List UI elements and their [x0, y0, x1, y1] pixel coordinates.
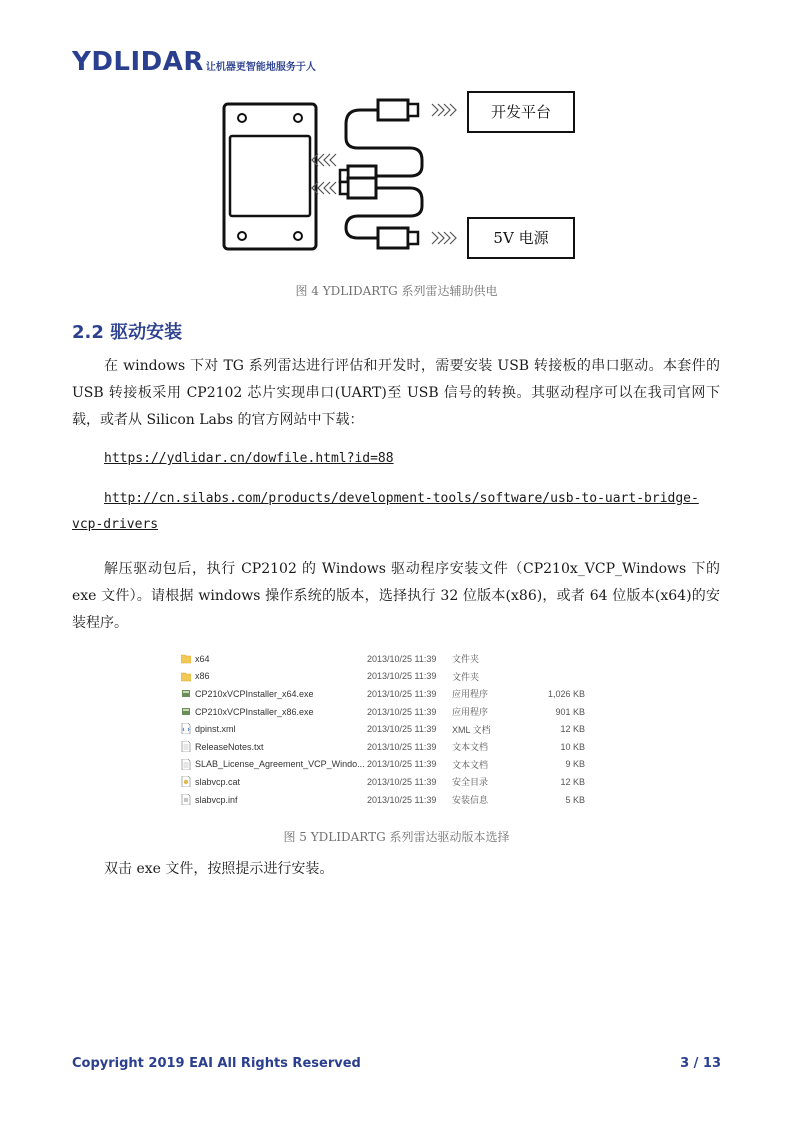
file-name: SLAB_License_Agreement_VCP_Windo... — [195, 759, 365, 770]
file-date: 2013/10/25 11:39 — [367, 671, 437, 682]
file-row[interactable] — [180, 720, 600, 738]
arrow-right-icon — [432, 104, 456, 116]
file-row[interactable] — [180, 773, 600, 791]
file-row[interactable] — [180, 650, 600, 668]
page-number: 3 / 13 — [680, 1056, 721, 1071]
silabs-download-link[interactable]: http://cn.silabs.com/products/development-tools/software/usb-to-uart-bridge- — [104, 491, 699, 506]
file-list — [180, 650, 600, 808]
logo-tagline: 让机器更智能地服务于人 — [205, 62, 316, 73]
file-type: XML 文档 — [452, 724, 491, 735]
copyright-text: Copyright 2019 EAI All Rights Reserved — [72, 1056, 361, 1071]
header-logo — [72, 44, 316, 76]
power-supply-label: 5V 电源 — [493, 229, 549, 247]
file-name: slabvcp.cat — [195, 776, 241, 787]
file-type: 应用程序 — [452, 707, 489, 718]
file-type: 安装信息 — [452, 795, 489, 806]
usb-plug-top — [378, 100, 418, 120]
usb-plug-middle-2 — [340, 178, 376, 198]
file-date: 2013/10/25 11:39 — [367, 741, 437, 752]
usb-plug-bottom — [378, 228, 418, 248]
file-size: 9 KB — [565, 759, 585, 770]
final-paragraph: 双击 exe 文件，按照提示进行安装。 — [104, 861, 334, 877]
file-size: 10 KB — [560, 741, 585, 752]
figure-5-caption: 图 5 YDLIDARTG 系列雷达驱动版本选择 — [283, 830, 510, 844]
figure-4-caption: 图 4 YDLIDARTG 系列雷达辅助供电 — [295, 284, 498, 298]
file-name: slabvcp.inf — [195, 794, 238, 805]
arrow-right-icon — [432, 232, 456, 244]
file-size: 1,026 KB — [547, 688, 585, 699]
figure-4-diagram — [200, 88, 600, 268]
usb-adapter-board — [224, 104, 316, 249]
file-row[interactable] — [180, 756, 600, 774]
logo-wordmark: YDLIDAR — [72, 47, 204, 77]
file-name: CP210xVCPInstaller_x86.exe — [195, 706, 314, 717]
file-size: 901 KB — [555, 706, 585, 717]
file-row[interactable] — [180, 791, 600, 809]
ydlidar-download-link[interactable]: https://ydlidar.cn/dowfile.html?id=88 — [104, 451, 394, 466]
file-size: 12 KB — [560, 776, 585, 787]
file-name: x86 — [195, 671, 210, 682]
file-type: 应用程序 — [452, 689, 489, 700]
file-row[interactable] — [180, 738, 600, 756]
file-type: 文件夹 — [452, 671, 480, 682]
file-name: ReleaseNotes.txt — [195, 741, 264, 752]
file-row[interactable] — [180, 703, 600, 721]
file-name: dpinst.xml — [195, 724, 236, 735]
file-date: 2013/10/25 11:39 — [367, 759, 437, 770]
file-row[interactable] — [180, 685, 600, 703]
file-type: 文件夹 — [452, 654, 480, 665]
file-type: 安全目录 — [452, 777, 489, 788]
install-paragraph: 解压驱动包后，执行 CP2102 的 Windows 驱动程序安装文件（CP210x_VCP_Windows 下的 exe 文件）。请根据 windows 操作系统的版本，选择执行 32 位版本(x86)，或者 64 位版本(x64)的安装程序。 — [72, 561, 720, 631]
file-size: 12 KB — [560, 724, 585, 735]
file-date: 2013/10/25 11:39 — [367, 724, 437, 735]
file-date: 2013/10/25 11:39 — [367, 794, 437, 805]
section-heading: 2.2 驱动安装 — [72, 322, 183, 343]
file-name: CP210xVCPInstaller_x64.exe — [195, 688, 314, 699]
file-date: 2013/10/25 11:39 — [367, 653, 437, 664]
silabs-download-link-cont[interactable]: vcp-drivers — [72, 517, 159, 532]
dev-platform-label: 开发平台 — [490, 103, 552, 121]
file-date: 2013/10/25 11:39 — [367, 706, 437, 717]
file-row[interactable] — [180, 668, 600, 686]
file-name: x64 — [195, 653, 210, 664]
file-type: 文本文档 — [452, 742, 489, 753]
file-date: 2013/10/25 11:39 — [367, 776, 437, 787]
file-date: 2013/10/25 11:39 — [367, 688, 437, 699]
intro-paragraph: 在 windows 下对 TG 系列雷达进行评估和开发时，需要安装 USB 转接板的串口驱动。本套件的 USB 转接板采用 CP2102 芯片实现串口(UART)至 USB 信号的转换。其驱动程序可以在我司官网下载，或者从 Silicon Labs 的官方网站中下载： — [72, 358, 720, 428]
file-size: 5 KB — [565, 794, 585, 805]
file-type: 文本文档 — [452, 759, 489, 770]
